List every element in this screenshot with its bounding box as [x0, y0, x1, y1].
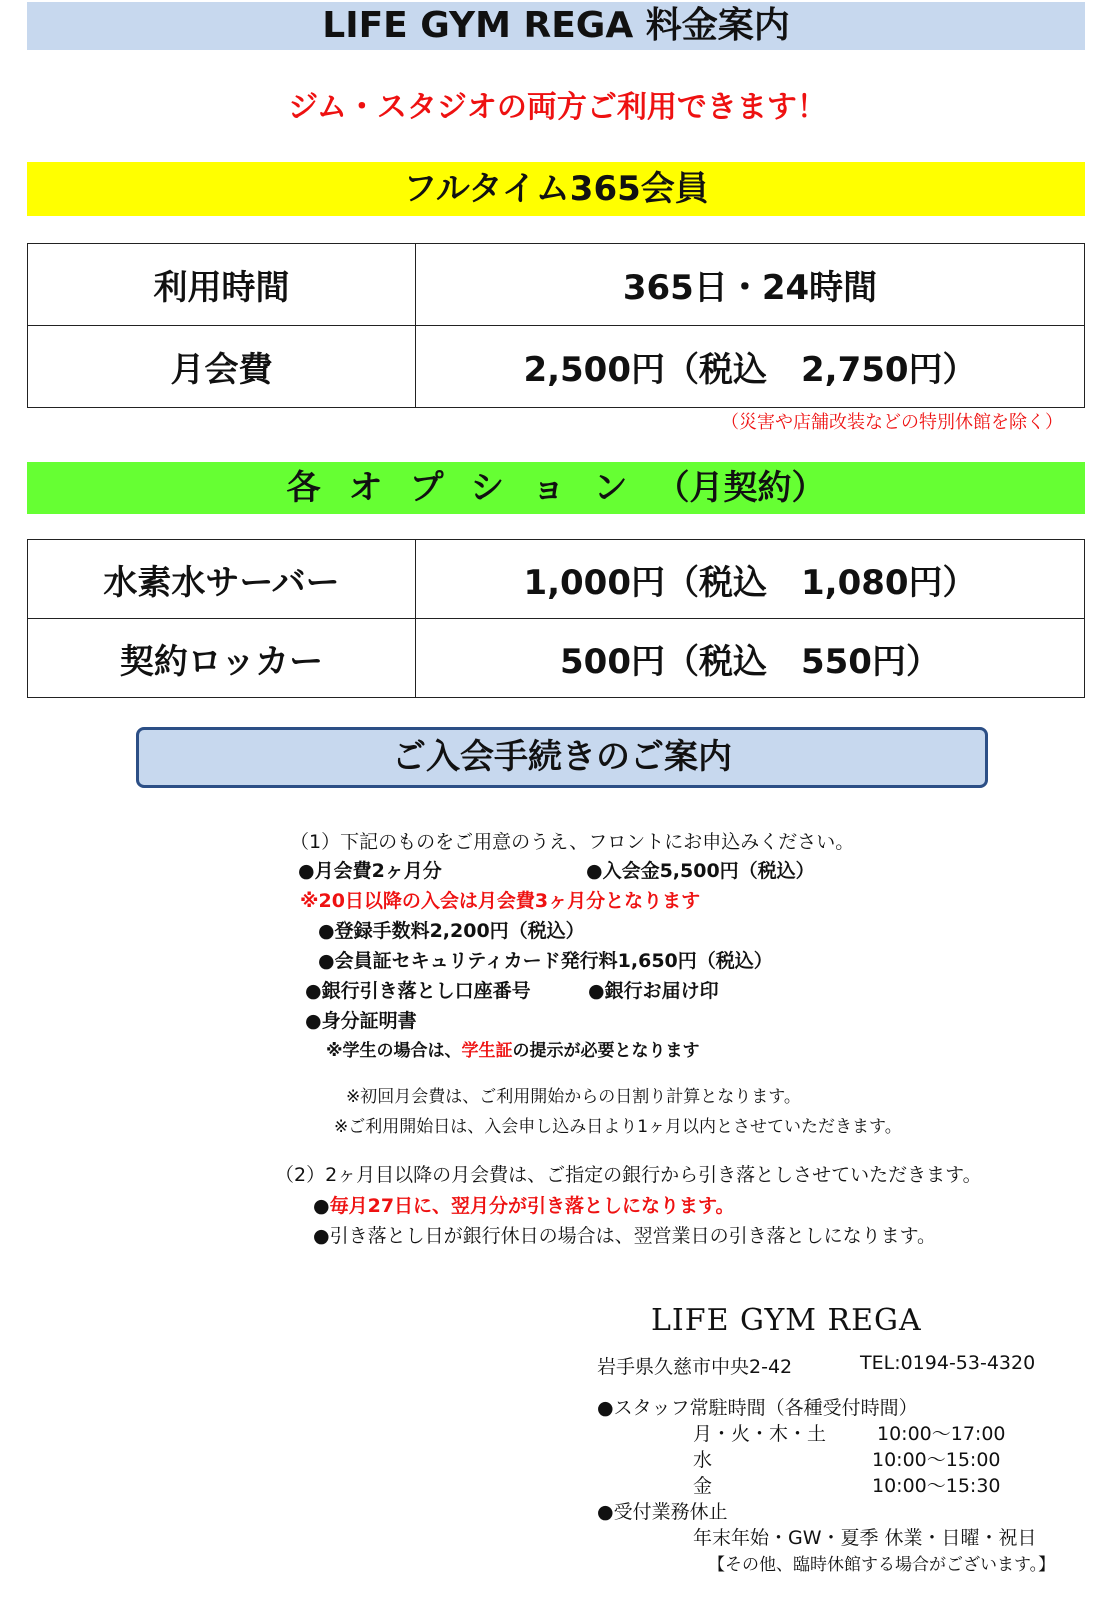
- closure-note: （災害や店舗改装などの特別休館を除く）: [721, 412, 1063, 433]
- table-row: [28, 326, 1085, 408]
- entry-fee-item: ●入会金5,500円（税込）: [586, 860, 815, 882]
- monthly-fee-item: ●月会費2ヶ月分: [298, 860, 442, 882]
- plan-label-hours: 利用時間: [28, 244, 416, 326]
- student-note-highlight: 学生証: [461, 1041, 513, 1061]
- plan-value-hours: 365日・24時間: [416, 244, 1085, 326]
- debit-date-item: [313, 1191, 735, 1218]
- table-row: [28, 244, 1085, 326]
- first-month-note: ※初回月会費は、ご利用開始からの日割り計算となります。: [346, 1087, 801, 1107]
- hours-time-3: 10:00〜15:30: [872, 1475, 1001, 1497]
- step2-text: （2）2ヶ月目以降の月会費は、ご指定の銀行から引き落としさせていただきます。: [275, 1164, 982, 1186]
- student-note-suffix: の提示が必要となります: [512, 1041, 700, 1061]
- procedure-heading: ご入会手続きのご案内: [136, 727, 988, 788]
- registration-fee-item: ●登録手数料2,200円（税込）: [318, 920, 585, 942]
- closed-days: 年末年始・GW・夏季 休業・日曜・祝日: [693, 1527, 1037, 1549]
- table-row: [28, 619, 1085, 698]
- temp-close-note: 【その他、臨時休館する場合がございます。】: [708, 1555, 1056, 1575]
- plan-label-fee: 月会費: [28, 326, 416, 408]
- plan-heading: フルタイム365会員: [27, 162, 1085, 216]
- table-row: [28, 540, 1085, 619]
- staff-hours-label: ●スタッフ常駐時間（各種受付時間）: [597, 1397, 918, 1419]
- holiday-note: ●引き落とし日が銀行休日の場合は、翌営業日の引き落としになります。: [313, 1225, 937, 1247]
- id-document-item: ●身分証明書: [305, 1010, 417, 1032]
- hours-days-3: 金: [693, 1475, 713, 1497]
- step1-text: （1）下記のものをご用意のうえ、フロントにお申込みください。: [290, 831, 855, 853]
- hours-days-1: 月・火・木・土: [693, 1423, 827, 1445]
- option-label-water: 水素水サーバー: [28, 540, 416, 619]
- bank-account-item: ●銀行引き落とし口座番号: [305, 980, 531, 1002]
- plan-table: [27, 243, 1085, 408]
- hours-time-2: 10:00〜15:00: [872, 1449, 1001, 1471]
- footer-tel: TEL:0194-53-4320: [860, 1352, 1036, 1374]
- options-heading: [27, 462, 1085, 514]
- option-value-water: 1,000円（税込 1,080円）: [416, 540, 1085, 619]
- footer-address: 岩手県久慈市中央2-42: [597, 1356, 793, 1378]
- start-date-note: ※ご利用開始日は、入会申し込み日より1ヶ月以内とさせていただきます。: [334, 1117, 902, 1137]
- hours-time-1: 10:00〜17:00: [877, 1423, 1006, 1445]
- plan-value-fee: 2,500円（税込 2,750円）: [416, 326, 1085, 408]
- page-title: LIFE GYM REGA 料金案内: [27, 2, 1085, 50]
- options-heading-main: 各オプション: [286, 468, 656, 508]
- student-note-prefix: ※学生の場合は、: [326, 1041, 462, 1061]
- bank-seal-item: ●銀行お届け印: [588, 980, 719, 1002]
- footer-gym-name: LIFE GYM REGA: [651, 1303, 922, 1338]
- card-fee-item: ●会員証セキュリティカード発行料1,650円（税込）: [318, 950, 773, 972]
- after20-note: ※20日以降の入会は月会費3ヶ月分となります: [300, 890, 701, 912]
- options-heading-suffix: （月契約）: [655, 468, 826, 508]
- option-value-locker: 500円（税込 550円）: [416, 619, 1085, 698]
- debit-date-text: 毎月27日に、翌月分が引き落としになります。: [329, 1195, 735, 1217]
- student-note: [326, 1036, 700, 1061]
- debit-bullet: ●: [313, 1195, 330, 1217]
- option-label-locker: 契約ロッカー: [28, 619, 416, 698]
- options-table: [27, 539, 1085, 698]
- page-subtitle: ジム・スタジオの両方ご利用できます！: [288, 90, 827, 125]
- closed-label: ●受付業務休止: [597, 1501, 728, 1523]
- hours-days-2: 水: [693, 1449, 713, 1471]
